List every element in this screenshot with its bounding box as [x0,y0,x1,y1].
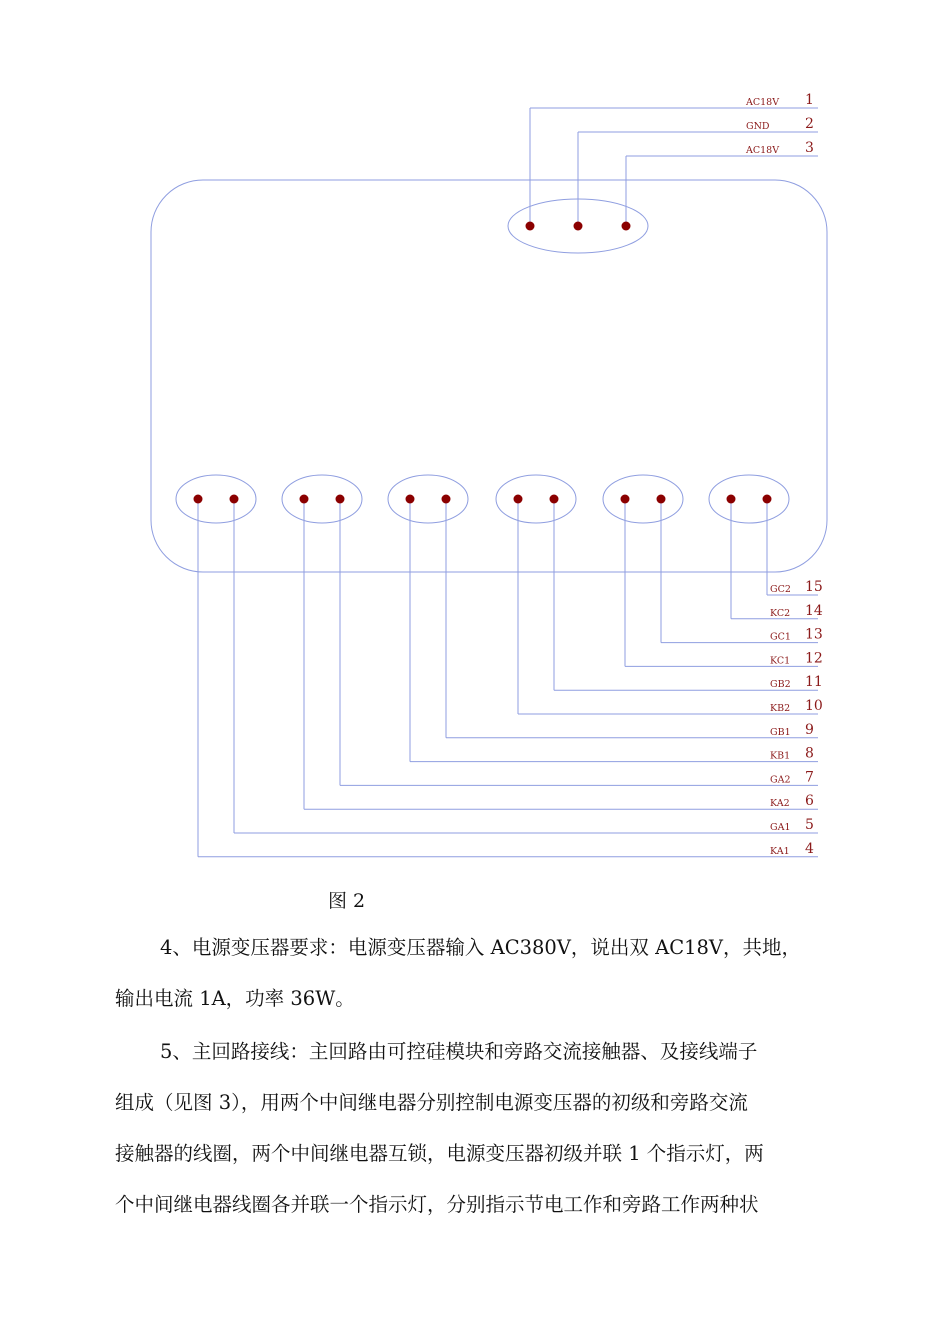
terminal-pins [194,222,772,504]
terminal-number: 6 [805,793,814,810]
module-outline [151,180,827,572]
terminal-label: KC1 [770,655,791,667]
terminal-number: 15 [805,579,823,595]
bottom-terminal-oval [388,475,468,523]
pin-dot [727,495,736,504]
pin-dot [514,495,523,504]
bottom-terminal-oval [709,475,789,523]
terminal-labels [745,92,823,857]
bottom-terminal-oval [176,475,256,523]
terminal-label: AC18V [746,145,780,156]
paragraph-line: 接触器的线圈，两个中间继电器互锁，电源变压器初级并联 1 个指示灯，两 [115,1142,764,1165]
terminal-number: 10 [805,698,823,714]
pin-dot [526,222,535,231]
pin-dot [300,495,309,504]
terminal-label: AC18V [746,97,780,108]
paragraph-line: 5、主回路接线：主回路由可控硅模块和旁路交流接触器、及接线端子 [160,1040,758,1063]
pin-dot [336,495,345,504]
paragraph-line: 个中间继电器线圈各并联一个指示灯，分别指示节电工作和旁路工作两种状 [115,1193,759,1216]
terminal-label: KB1 [770,750,791,762]
terminal-label: KA1 [770,845,790,857]
terminal-label: GB2 [770,679,791,691]
terminal-label: GND [746,121,770,132]
terminal-label: KA2 [770,798,790,810]
bottom-terminal-oval [496,475,576,523]
paragraph-line: 4、电源变压器要求：电源变压器输入 AC380V，说出双 AC18V，共地， [160,936,802,959]
pin-dot [622,222,631,231]
terminal-label: GA2 [770,774,791,786]
paragraph-line: 输出电流 1A，功率 36W。 [115,987,355,1010]
pin-dot [406,495,415,504]
terminal-label: GB1 [770,726,791,738]
terminal-number: 13 [805,626,823,643]
terminal-label: KB2 [770,703,791,714]
terminal-number: 14 [805,602,823,619]
bottom-terminal-oval [603,475,683,523]
terminal-groups [176,199,789,523]
terminal-number: 4 [805,840,814,857]
terminal-number: 8 [805,745,814,762]
terminal-number: 12 [805,650,823,667]
terminal-number: 11 [805,674,823,691]
terminal-label: KC2 [770,607,791,619]
figure-caption: 图 2 [328,890,366,912]
pin-dot [550,495,559,504]
paragraph-4 [115,922,860,1024]
terminal-number: 5 [805,817,814,833]
terminal-number: 1 [805,92,814,108]
pin-dot [657,495,666,504]
terminal-number: 7 [805,769,814,786]
terminal-number: 3 [805,140,814,156]
bottom-terminal-oval [282,475,362,523]
pin-dot [621,495,630,504]
pin-dot [442,495,451,504]
paragraph-line: 组成（见图 3），用两个中间继电器分别控制电源变压器的初级和旁路交流 [115,1091,748,1114]
terminal-label: GA1 [770,822,791,833]
terminal-label: GC1 [770,631,791,643]
pin-dot [230,495,239,504]
pin-dot [574,222,583,231]
terminal-number: 2 [805,116,814,132]
pin-dot [194,495,203,504]
terminal-label: GC2 [770,584,791,595]
pin-dot [763,495,772,504]
terminal-number: 9 [805,721,814,738]
paragraph-5 [115,1026,860,1230]
